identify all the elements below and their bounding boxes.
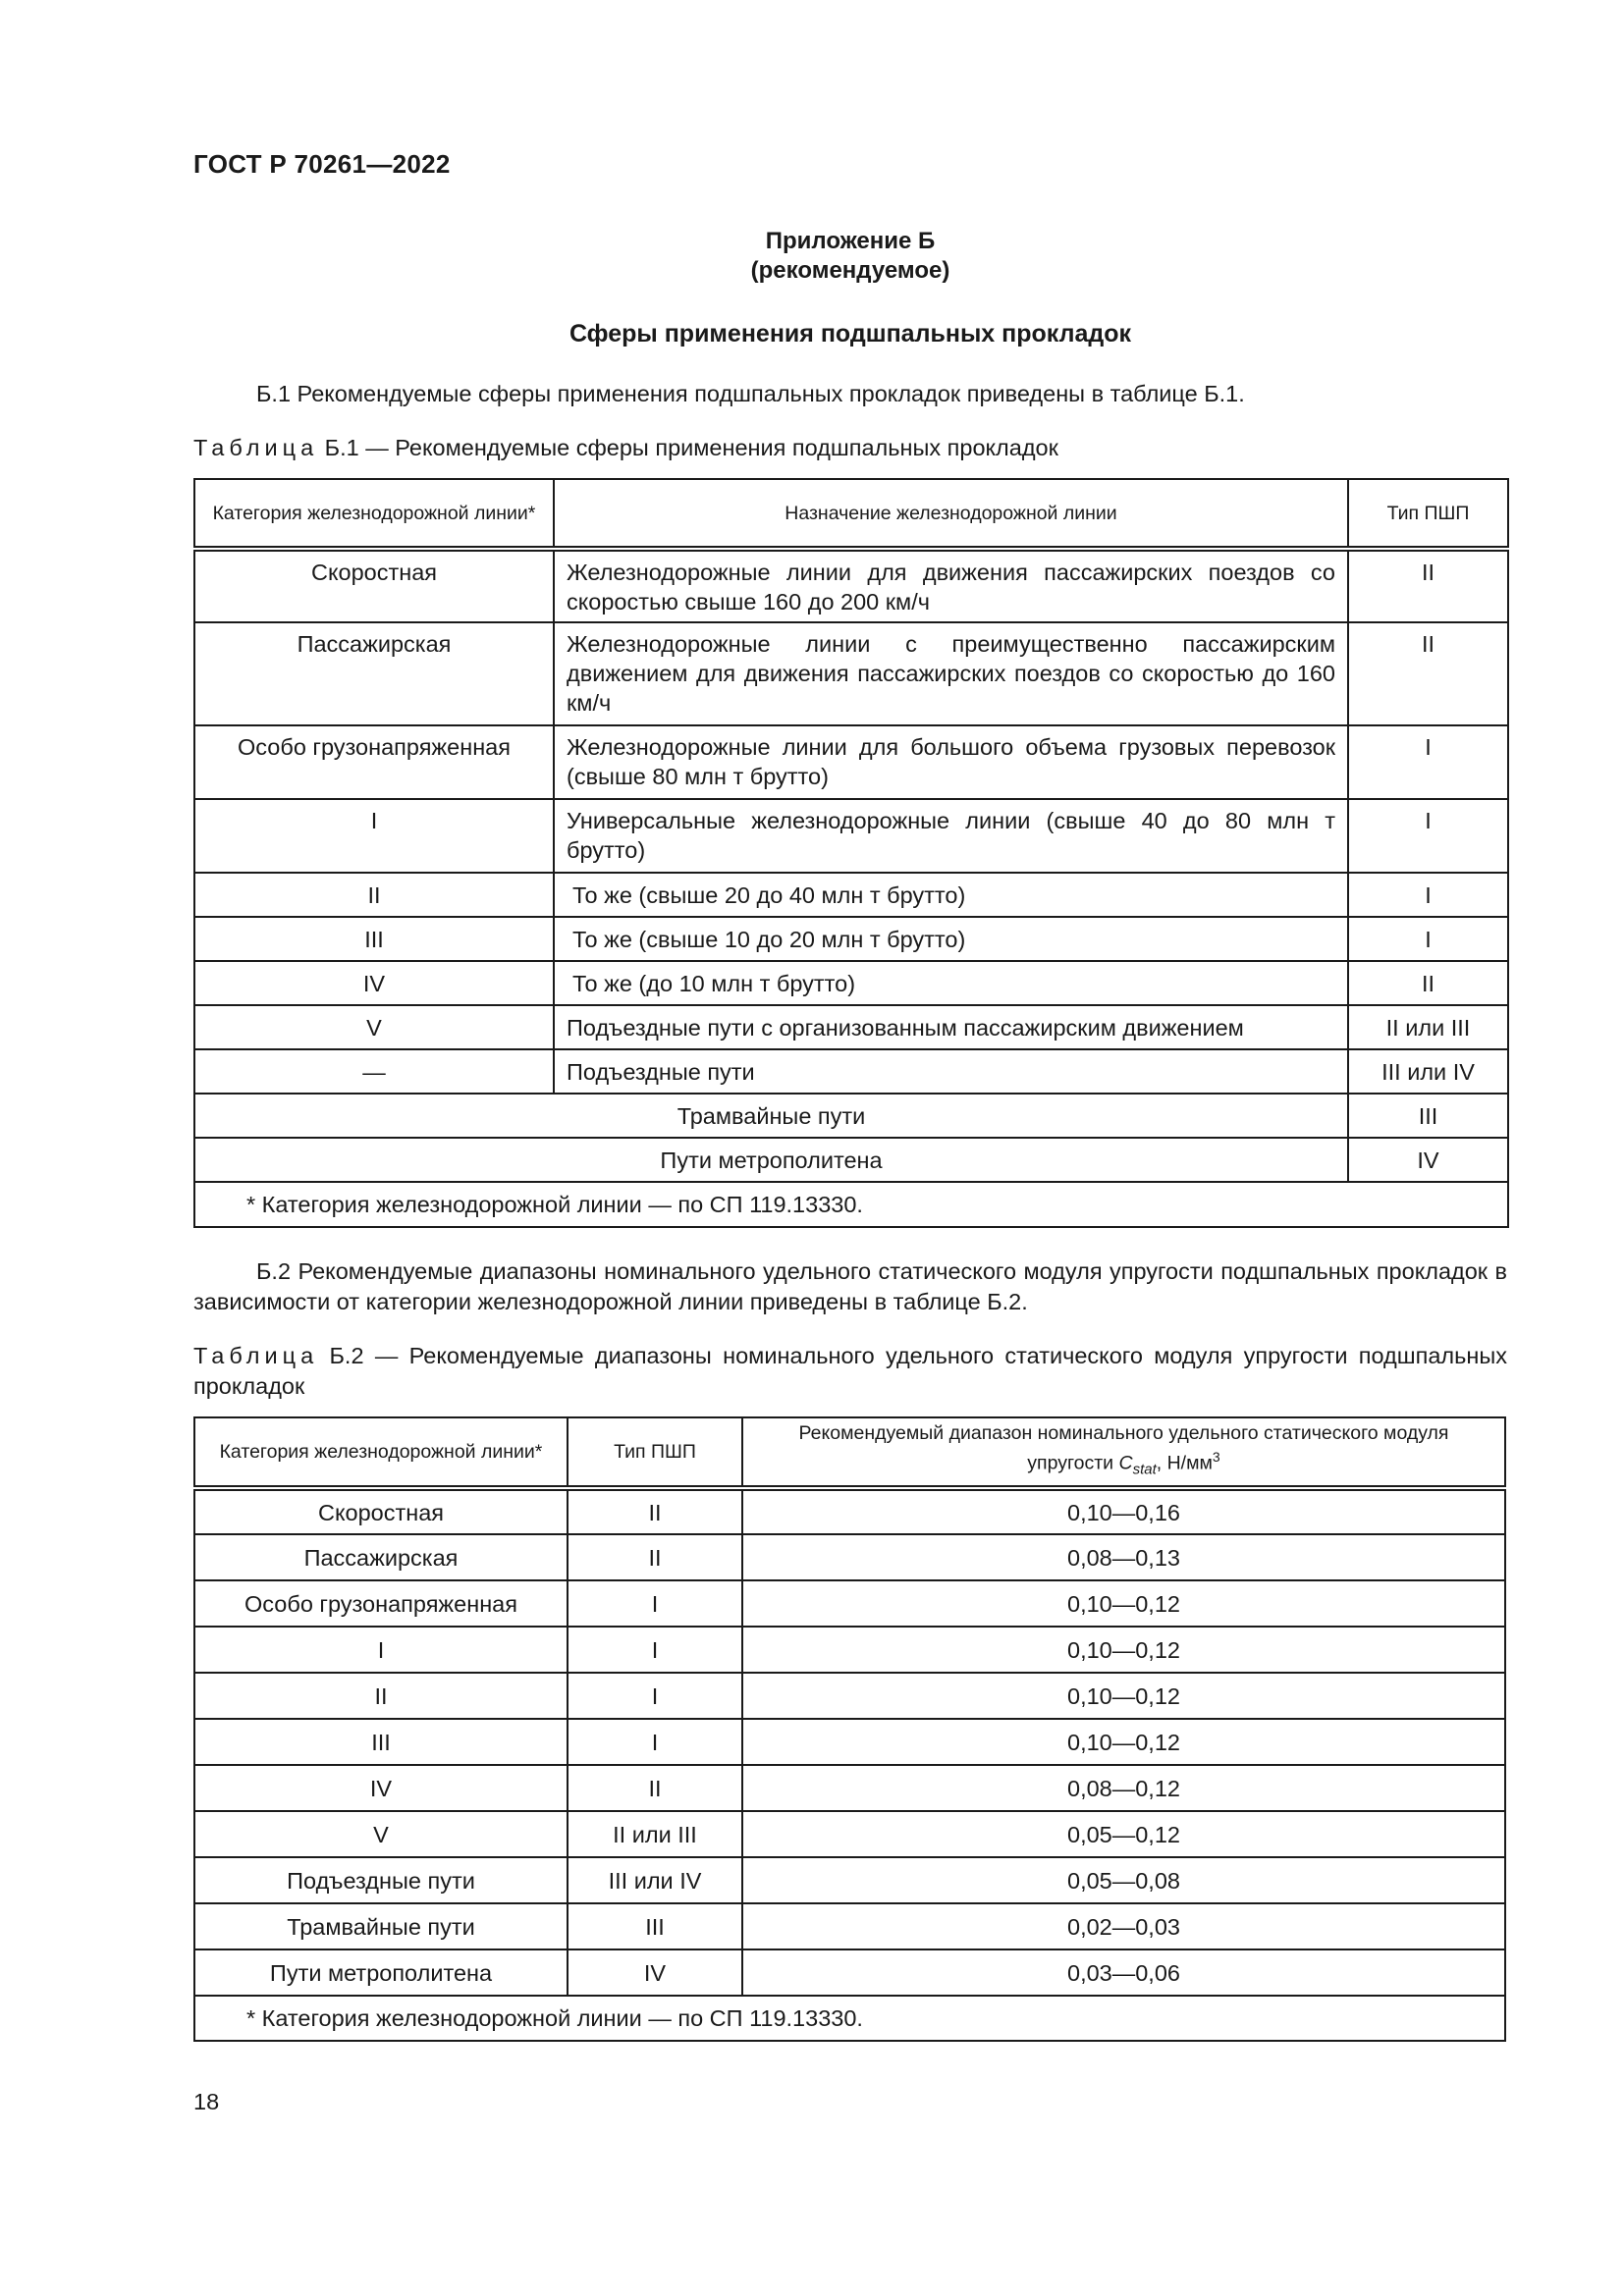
- table-row: [194, 1857, 1505, 1903]
- table1-header-category: Категория железнодорожной линии*: [194, 479, 554, 549]
- table2-cell-type: II или III: [568, 1811, 742, 1857]
- table1-cell-category: Особо грузонапряженная: [194, 725, 554, 799]
- table1-footnote-row: [194, 1182, 1508, 1227]
- table2-cell-category: III: [194, 1719, 568, 1765]
- table2-cell-type: II: [568, 1488, 742, 1534]
- table1-header-row: [194, 479, 1508, 549]
- table2-cell-category: Подъездные пути: [194, 1857, 568, 1903]
- table2-cell-range: 0,08—0,13: [742, 1534, 1505, 1580]
- table1-cell-category: —: [194, 1049, 554, 1094]
- table-b1: [193, 478, 1509, 1228]
- table2-cell-range: 0,10—0,12: [742, 1627, 1505, 1673]
- document-id: ГОСТ Р 70261—2022: [193, 149, 451, 179]
- table2-cell-range: 0,10—0,12: [742, 1673, 1505, 1719]
- table2-cell-range: 0,03—0,06: [742, 1949, 1505, 1996]
- table-row: [194, 725, 1508, 799]
- table1-cell-category: V: [194, 1005, 554, 1049]
- table-row: [194, 1719, 1505, 1765]
- table2-footnote: * Категория железнодорожной линии — по СП 119.13330.: [194, 1996, 1505, 2041]
- table1-cell-category: Пассажирская: [194, 622, 554, 725]
- section-title: Сферы применения подшпальных прокладок: [568, 320, 1132, 347]
- table-row: [194, 622, 1508, 725]
- table1-cell-category: II: [194, 873, 554, 917]
- table1-cell-purpose: Железнодорожные линии для движения пассажирских поездов со скоростью свыше 160 до 200 км/ч: [554, 549, 1348, 622]
- table1-cell-type: I: [1348, 799, 1508, 873]
- table2-cell-range: 0,10—0,12: [742, 1719, 1505, 1765]
- table1-cell-category: IV: [194, 961, 554, 1005]
- table2-cell-range: 0,05—0,08: [742, 1857, 1505, 1903]
- table-row: [194, 1811, 1505, 1857]
- table1-cell-purpose: То же (до 10 млн т брутто): [554, 961, 1348, 1005]
- table1-cell-type: IV: [1348, 1138, 1508, 1182]
- table2-cell-type: II: [568, 1765, 742, 1811]
- table2-cell-type: I: [568, 1719, 742, 1765]
- table1-cell-type: II: [1348, 961, 1508, 1005]
- table2-cell-range: 0,08—0,12: [742, 1765, 1505, 1811]
- table2-cell-category: V: [194, 1811, 568, 1857]
- table2-cell-category: I: [194, 1627, 568, 1673]
- table-row: [194, 799, 1508, 873]
- table1-cell-type: II: [1348, 549, 1508, 622]
- table2-cell-type: IV: [568, 1949, 742, 1996]
- table2-cell-type: III или IV: [568, 1857, 742, 1903]
- table1-cell-type: I: [1348, 917, 1508, 961]
- table2-cell-category: Скоростная: [194, 1488, 568, 1534]
- table2-header-type: Тип ПШП: [568, 1417, 742, 1488]
- table2-cell-category: IV: [194, 1765, 568, 1811]
- table2-header-row: [194, 1417, 1505, 1488]
- table-row: [194, 549, 1508, 622]
- table-row: [194, 1534, 1505, 1580]
- appendix-title: Приложение Б: [765, 228, 936, 254]
- table1-cell-merged-label: Пути метрополитена: [194, 1138, 1348, 1182]
- table2-cell-range: 0,10—0,16: [742, 1488, 1505, 1534]
- table1-caption-text: Б.1 — Рекомендуемые сферы применения подшпальных прокладок: [318, 435, 1058, 460]
- table-row: [194, 1949, 1505, 1996]
- table-row: [194, 961, 1508, 1005]
- table1-cell-category: I: [194, 799, 554, 873]
- table1-footnote: * Категория железнодорожной линии — по СП 119.13330.: [194, 1182, 1508, 1227]
- table-row: [194, 1903, 1505, 1949]
- table1-caption: [193, 433, 1507, 463]
- table-row: [194, 1005, 1508, 1049]
- table-row-merged: [194, 1094, 1508, 1138]
- table1-cell-category: Скоростная: [194, 549, 554, 622]
- table1-header-purpose: Назначение железнодорожной линии: [554, 479, 1348, 549]
- table1-cell-purpose: Универсальные железнодорожные линии (свыше 40 до 80 млн т брутто): [554, 799, 1348, 873]
- table-row: [194, 917, 1508, 961]
- table2-caption: [193, 1341, 1507, 1402]
- table1-cell-purpose: То же (свыше 20 до 40 млн т брутто): [554, 873, 1348, 917]
- page-number: 18: [193, 2089, 220, 2114]
- table2-cell-category: Особо грузонапряженная: [194, 1580, 568, 1627]
- table1-cell-purpose: Железнодорожные линии с преимущественно пассажирским движением для движения пассажирских поездов со скоростью до 160 км/ч: [554, 622, 1348, 725]
- table2-caption-label: Таблица: [193, 1343, 319, 1368]
- table2-cell-category: Пассажирская: [194, 1534, 568, 1580]
- table1-cell-type: III: [1348, 1094, 1508, 1138]
- paragraph-b1: Б.1 Рекомендуемые сферы применения подшпальных прокладок приведены в таблице Б.1.: [256, 381, 1245, 406]
- table2-cell-category: Пути метрополитена: [194, 1949, 568, 1996]
- table1-cell-merged-label: Трамвайные пути: [194, 1094, 1348, 1138]
- table1-cell-type: II или III: [1348, 1005, 1508, 1049]
- table1-cell-category: III: [194, 917, 554, 961]
- table2-cell-category: II: [194, 1673, 568, 1719]
- appendix-status: (рекомендуемое): [750, 257, 950, 284]
- table2-cell-type: I: [568, 1580, 742, 1627]
- table1-cell-purpose: Железнодорожные линии для большого объема грузовых перевозок (свыше 80 млн т брутто): [554, 725, 1348, 799]
- table-row: [194, 873, 1508, 917]
- table1-cell-type: II: [1348, 622, 1508, 725]
- table1-caption-label: Таблица: [193, 435, 319, 460]
- table2-cell-range: 0,05—0,12: [742, 1811, 1505, 1857]
- table2-cell-category: Трамвайные пути: [194, 1903, 568, 1949]
- table-row: [194, 1049, 1508, 1094]
- table2-cell-range: 0,02—0,03: [742, 1903, 1505, 1949]
- table2-footnote-row: [194, 1996, 1505, 2041]
- table-row: [194, 1580, 1505, 1627]
- table-row: [194, 1765, 1505, 1811]
- table1-cell-type: III или IV: [1348, 1049, 1508, 1094]
- table-row: [194, 1627, 1505, 1673]
- table1-cell-purpose: Подъездные пути с организованным пассажирским движением: [554, 1005, 1348, 1049]
- table1-cell-type: I: [1348, 725, 1508, 799]
- table-b2: [193, 1416, 1506, 2042]
- table2-header-range: Рекомендуемый диапазон номинального удельного статического модуля упругости $C_{stat}$, $Н/мм^3$: [742, 1417, 1505, 1488]
- table2-cell-type: III: [568, 1903, 742, 1949]
- table2-caption-text: Б.2 — Рекомендуемые диапазоны номинального удельного статического модуля упругости подшпальных прокладок: [193, 1343, 1507, 1399]
- table2-cell-range: 0,10—0,12: [742, 1580, 1505, 1627]
- table1-cell-type: I: [1348, 873, 1508, 917]
- paragraph-b2: Б.2 Рекомендуемые диапазоны номинального удельного статического модуля упругости подшпальных прокладок в зависимости от категории железнодорожной линии приведены в таблице Б.2.: [193, 1258, 1507, 1314]
- table-row: [194, 1673, 1505, 1719]
- table2-cell-type: I: [568, 1673, 742, 1719]
- table2-cell-type: I: [568, 1627, 742, 1673]
- table1-cell-purpose: То же (свыше 10 до 20 млн т брутто): [554, 917, 1348, 961]
- table1-header-type: Тип ПШП: [1348, 479, 1508, 549]
- table2-cell-type: II: [568, 1534, 742, 1580]
- table-row: [194, 1488, 1505, 1534]
- table1-cell-purpose: Подъездные пути: [554, 1049, 1348, 1094]
- table-row-merged: [194, 1138, 1508, 1182]
- table2-header-category: Категория железнодорожной линии*: [194, 1417, 568, 1488]
